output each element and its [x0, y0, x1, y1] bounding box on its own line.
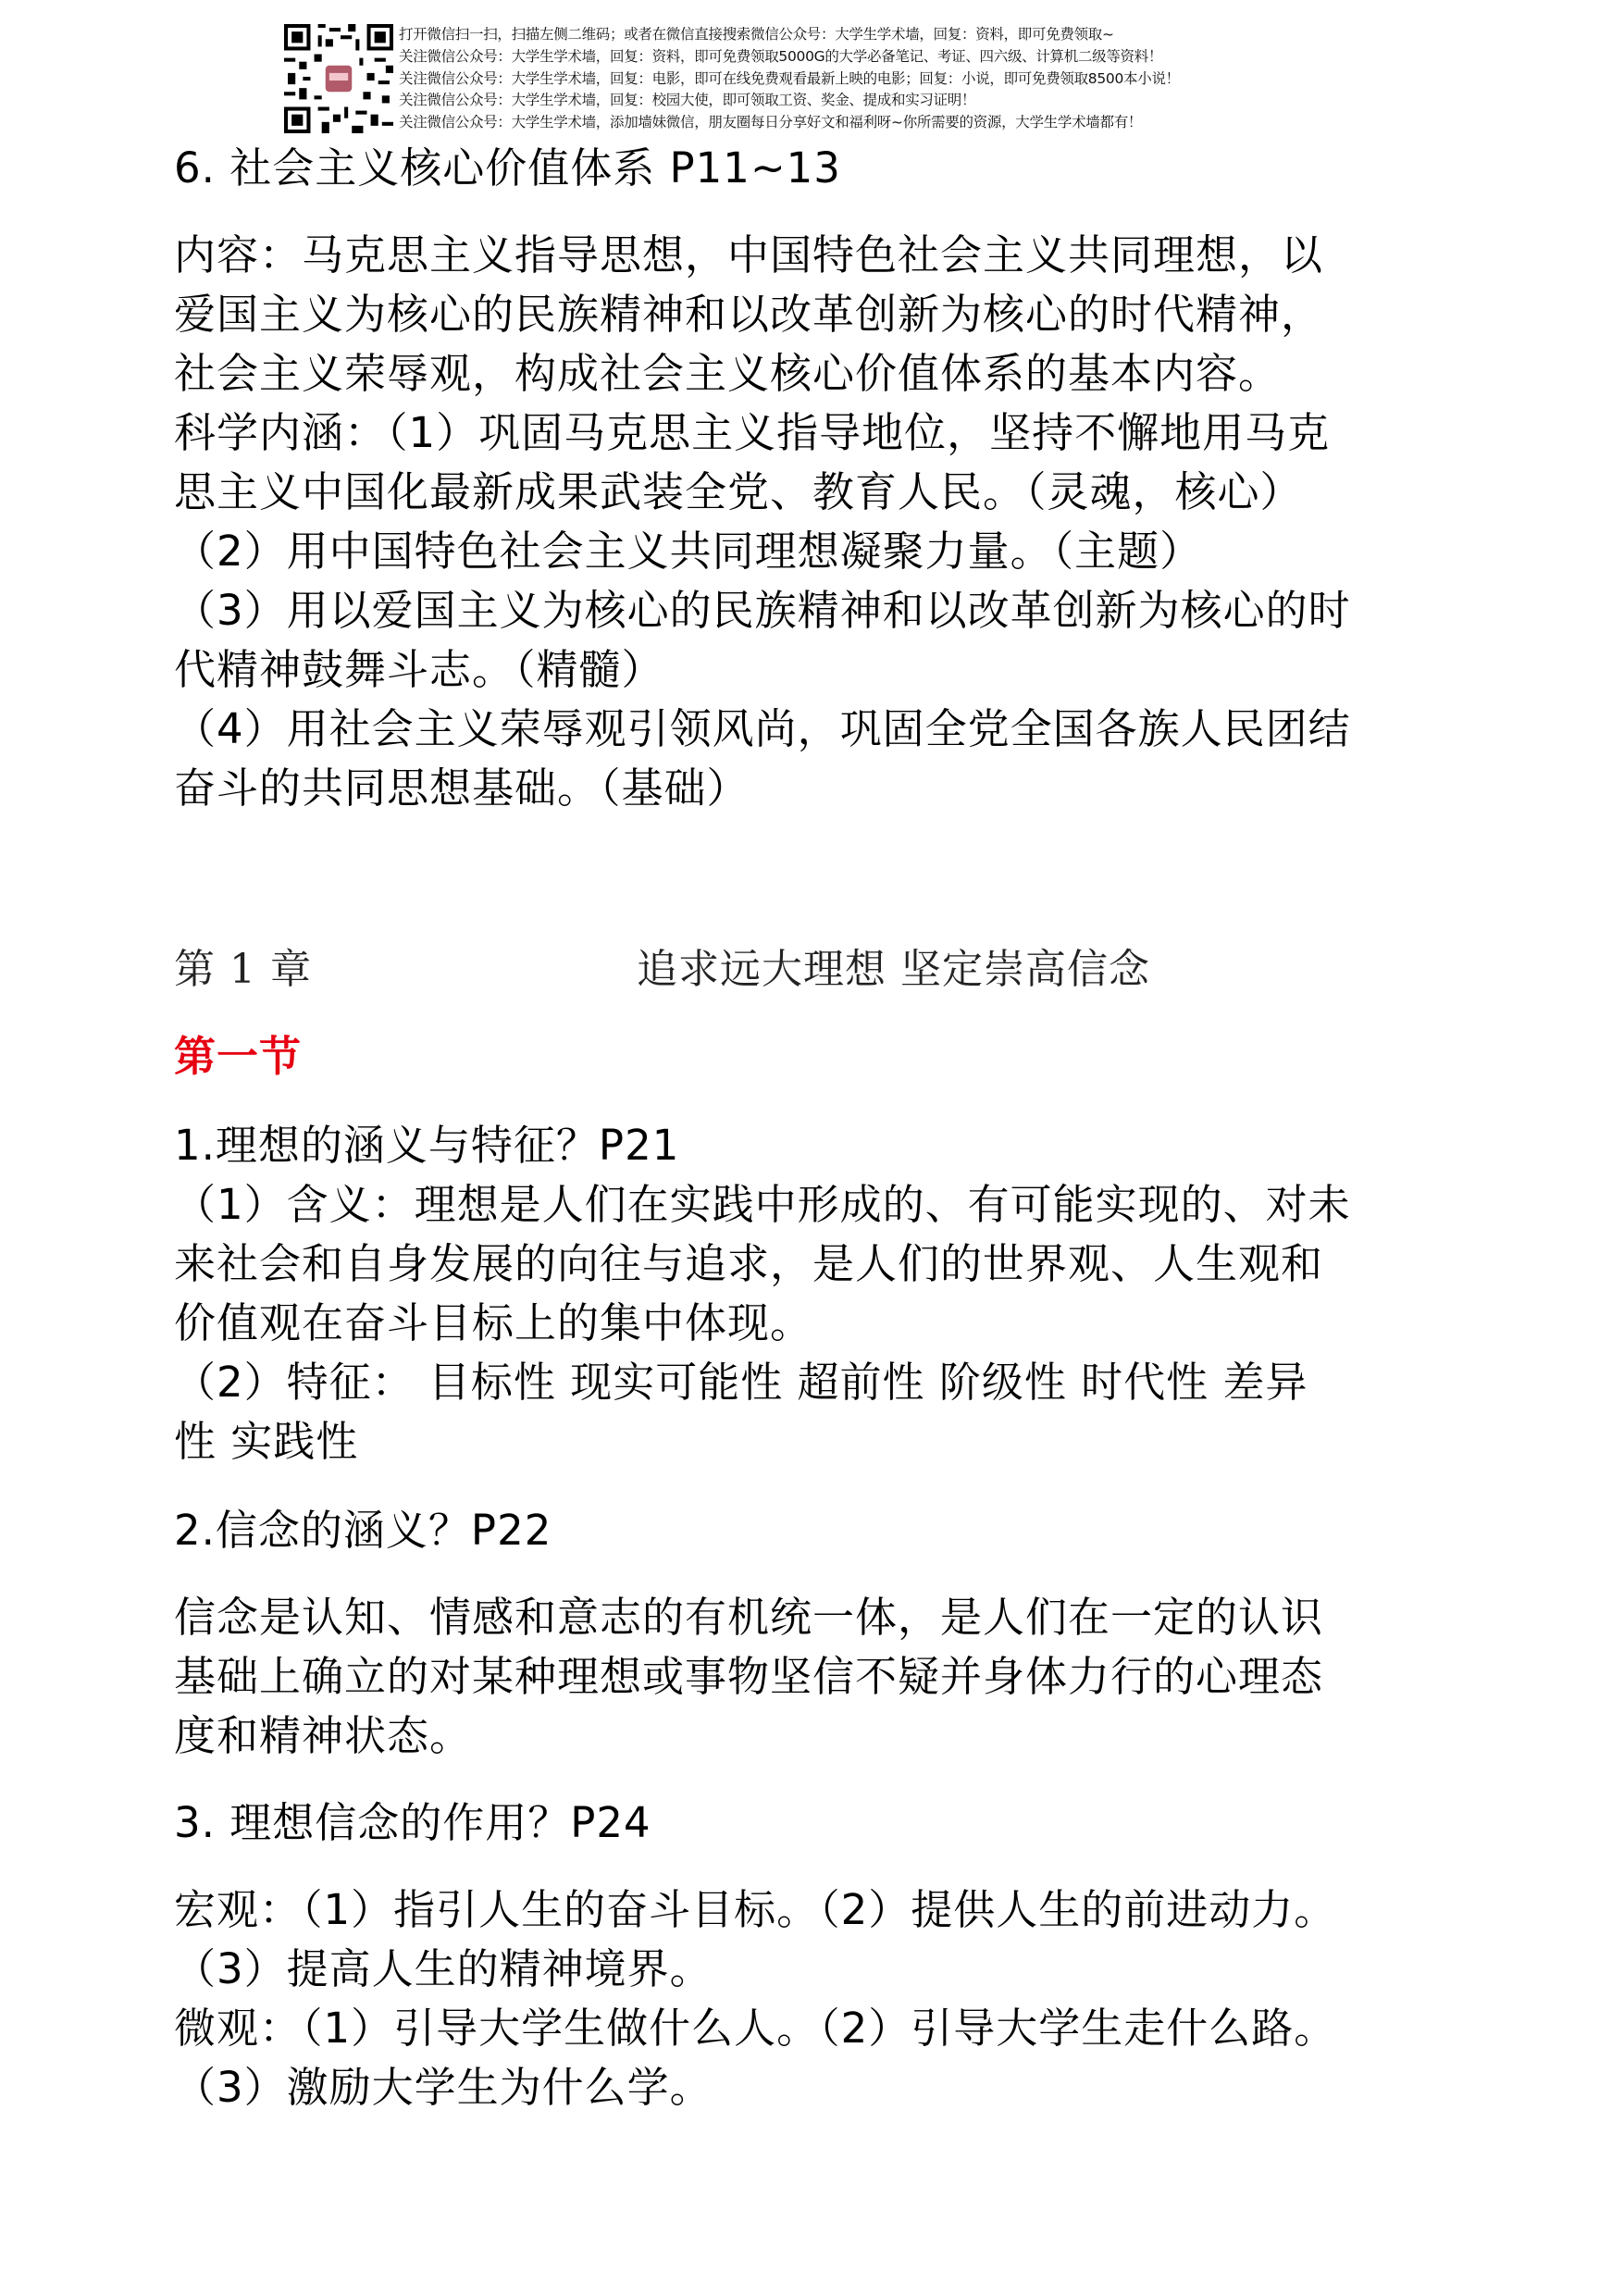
paragraph-line: （1）含义：理想是人们在实践中形成的、有可能实现的、对未 — [174, 1180, 1351, 1229]
promo-line: 关注微信公众号：大学生学术墙，回复：资料，即可免费领取5000G的大学必备笔记、考证、四六级、计算机二级等资料！ — [399, 47, 1163, 65]
question-1-title: 1.理想的涵义与特征？P21 — [174, 1121, 680, 1170]
section-6-title: 6. 社会主义核心价值体系 P11~13 — [174, 143, 841, 192]
promo-line: 关注微信公众号：大学生学术墙，添加墙妹微信，朋友圈每日分享好文和福利呀~你所需要的资源，大学生学术墙都有！ — [399, 114, 1143, 130]
paragraph-line: 爱国主义为核心的民族精神和以改革创新为核心的时代精神， — [174, 290, 1324, 339]
promo-line: 打开微信扫一扫，扫描左侧二维码；或者在微信直接搜索微信公众号：大学生学术墙，回复：资料，即可免费领取~ — [399, 26, 1114, 43]
paragraph-line: 度和精神状态。 — [174, 1711, 473, 1760]
paragraph-line: （4）用社会主义荣辱观引领风尚，巩固全党全国各族人民团结 — [174, 704, 1351, 753]
paragraph-line: 信念是认知、情感和意志的有机统一体，是人们在一定的认识 — [174, 1593, 1324, 1642]
section-heading: 第一节 — [174, 1032, 303, 1081]
paragraph-line: 价值观在奋斗目标上的集中体现。 — [174, 1298, 813, 1347]
paragraph-line: 基础上确立的对某种理想或事物坚信不疑并身体力行的心理态 — [174, 1652, 1324, 1701]
promo-line: 关注微信公众号：大学生学术墙，回复：校园大使，即可领取工资、奖金、提成和实习证明！ — [399, 92, 976, 109]
promo-header — [284, 24, 1180, 133]
paragraph-line: 微观：（1）引导大学生做什么人。（2）引导大学生走什么路。 — [174, 2004, 1337, 2053]
paragraph-line: 思主义中国化最新成果武装全党、教育人民。（灵魂，核心） — [174, 467, 1303, 516]
chapter-number: 第 1 章 — [174, 946, 312, 993]
paragraph-line: （3）用以爱国主义为核心的民族精神和以改革创新为核心的时 — [174, 586, 1351, 635]
question-2-title: 2.信念的涵义？P22 — [174, 1506, 552, 1555]
paragraph-line: 来社会和自身发展的向往与追求，是人们的世界观、人生观和 — [174, 1239, 1324, 1288]
paragraph-line: 代精神鼓舞斗志。（精髓） — [174, 645, 664, 694]
paragraph-line: （2）用中国特色社会主义共同理想凝聚力量。（主题） — [174, 527, 1203, 576]
paragraph-line: （3）提高人生的精神境界。 — [174, 1944, 713, 1993]
paragraph-line: 社会主义荣辱观，构成社会主义核心价值体系的基本内容。 — [174, 349, 1282, 398]
paragraph-line: 科学内涵：（1）巩固马克思主义指导地位，坚持不懈地用马克 — [174, 408, 1331, 457]
paragraph-line: 宏观：（1）指引人生的奋斗目标。（2）提供人生的前进动力。 — [174, 1885, 1337, 1934]
paragraph-line: 奋斗的共同思想基础。（基础） — [174, 763, 750, 813]
paragraph-line: 内容：马克思主义指导思想，中国特色社会主义共同理想，以 — [174, 230, 1324, 279]
chapter-title: 追求远大理想 坚定崇高信念 — [637, 946, 1150, 993]
paragraph-line: （2）特征： 目标性 现实可能性 超前性 阶级性 时代性 差异 — [174, 1358, 1308, 1407]
qr-code-icon[interactable] — [284, 24, 393, 133]
paragraph-line: （3）激励大学生为什么学。 — [174, 2063, 713, 2112]
promo-text-block — [399, 24, 1180, 133]
promo-line: 关注微信公众号：大学生学术墙，回复：电影，即可在线免费观看最新上映的电影；回复：小说，即可免费领取8500本小说！ — [399, 69, 1180, 87]
question-3-title: 3. 理想信念的作用？P24 — [174, 1798, 651, 1847]
paragraph-line: 性 实践性 — [174, 1417, 359, 1466]
